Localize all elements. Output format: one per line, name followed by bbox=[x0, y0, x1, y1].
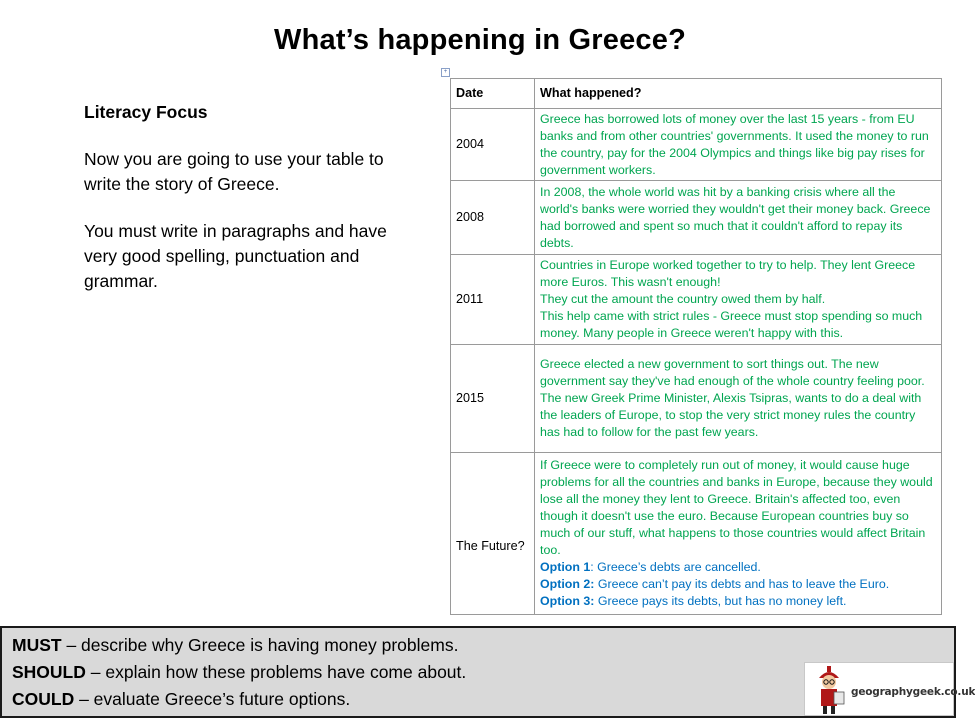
table-row bbox=[451, 109, 942, 181]
future-option: Option 2: Greece can’t pay its debts and has to leave the Euro. bbox=[540, 577, 890, 591]
header-date: Date bbox=[451, 79, 535, 109]
literacy-focus-heading: Literacy Focus bbox=[84, 102, 208, 122]
literacy-focus-panel bbox=[84, 100, 424, 316]
row-text: The new Greek Prime Minister, Alexis Tsipras, wants to do a deal with the leaders of Europe, to stop the very strict money rules the country has had to follow for the past few years. bbox=[540, 391, 922, 439]
row-text: In 2008, the whole world was hit by a banking crisis where all the world's banks were worried they wouldn't get their money back. Greece had borrowed and spent so much that it couldn't afford to repay its debts. bbox=[540, 184, 931, 250]
literacy-focus-paragraph-1: Now you are going to use your table to write the story of Greece. bbox=[84, 149, 384, 194]
row-description bbox=[535, 453, 942, 615]
table-header-row bbox=[451, 79, 942, 109]
row-description bbox=[535, 109, 942, 181]
row-text: If Greece were to completely run out of money, it would cause huge problems for all the countries and banks in Europe, because they would lose all the money they lent to Greece. Britain's affected too, even though it doesn't use the euro. Because European countries buy so much of our stuff, what happens to those countries would affect Britain too. bbox=[540, 458, 933, 557]
row-description bbox=[535, 345, 942, 453]
row-description bbox=[535, 255, 942, 345]
future-option: Option 1: Greece’s debts are cancelled. bbox=[540, 560, 761, 574]
header-what-happened: What happened? bbox=[535, 79, 942, 109]
row-date: 2011 bbox=[451, 255, 535, 345]
geographygeek-logo bbox=[804, 662, 975, 716]
slide-title: What’s happening in Greece? bbox=[274, 24, 686, 56]
table-row bbox=[451, 181, 942, 255]
table-row bbox=[451, 453, 942, 615]
objective-could: COULD – evaluate Greece’s future options. bbox=[12, 689, 351, 709]
greece-timeline-table bbox=[450, 78, 942, 615]
row-date: 2004 bbox=[451, 109, 535, 181]
row-text: They cut the amount the country owed them by half. bbox=[540, 292, 826, 306]
row-date: 2008 bbox=[451, 181, 535, 255]
row-text: Countries in Europe worked together to try to help. They lent Greece more Euros. This wasn't enough! bbox=[540, 258, 916, 289]
row-text: Greece elected a new government to sort things out. The new government say they've had enough of the whole country feeling poor. bbox=[540, 357, 925, 388]
literacy-focus-paragraph-2: You must write in paragraphs and have very good spelling, punctuation and grammar. bbox=[84, 221, 387, 291]
future-option: Option 3: Greece pays its debts, but has no money left. bbox=[540, 594, 847, 608]
geek-mascot-icon bbox=[807, 664, 851, 716]
objective-must: MUST – describe why Greece is having money problems. bbox=[12, 635, 459, 655]
logo-text: geographygeek.co.uk bbox=[851, 686, 975, 698]
row-date: The Future? bbox=[451, 453, 535, 615]
table-row bbox=[451, 345, 942, 453]
row-description bbox=[535, 181, 942, 255]
row-text: This help came with strict rules - Greece must stop spending so much money. Many people in Greece weren't happy with this. bbox=[540, 309, 923, 340]
row-date: 2015 bbox=[451, 345, 535, 453]
table-row bbox=[451, 255, 942, 345]
objective-should: SHOULD – explain how these problems have come about. bbox=[12, 662, 467, 682]
table-move-handle-icon[interactable]: + bbox=[441, 68, 450, 77]
row-text: Greece has borrowed lots of money over the last 15 years - from EU banks and from other countries' governments. It used the money to run the country, pay for the 2004 Olympics and things like big pay rises for government workers. bbox=[540, 111, 929, 177]
